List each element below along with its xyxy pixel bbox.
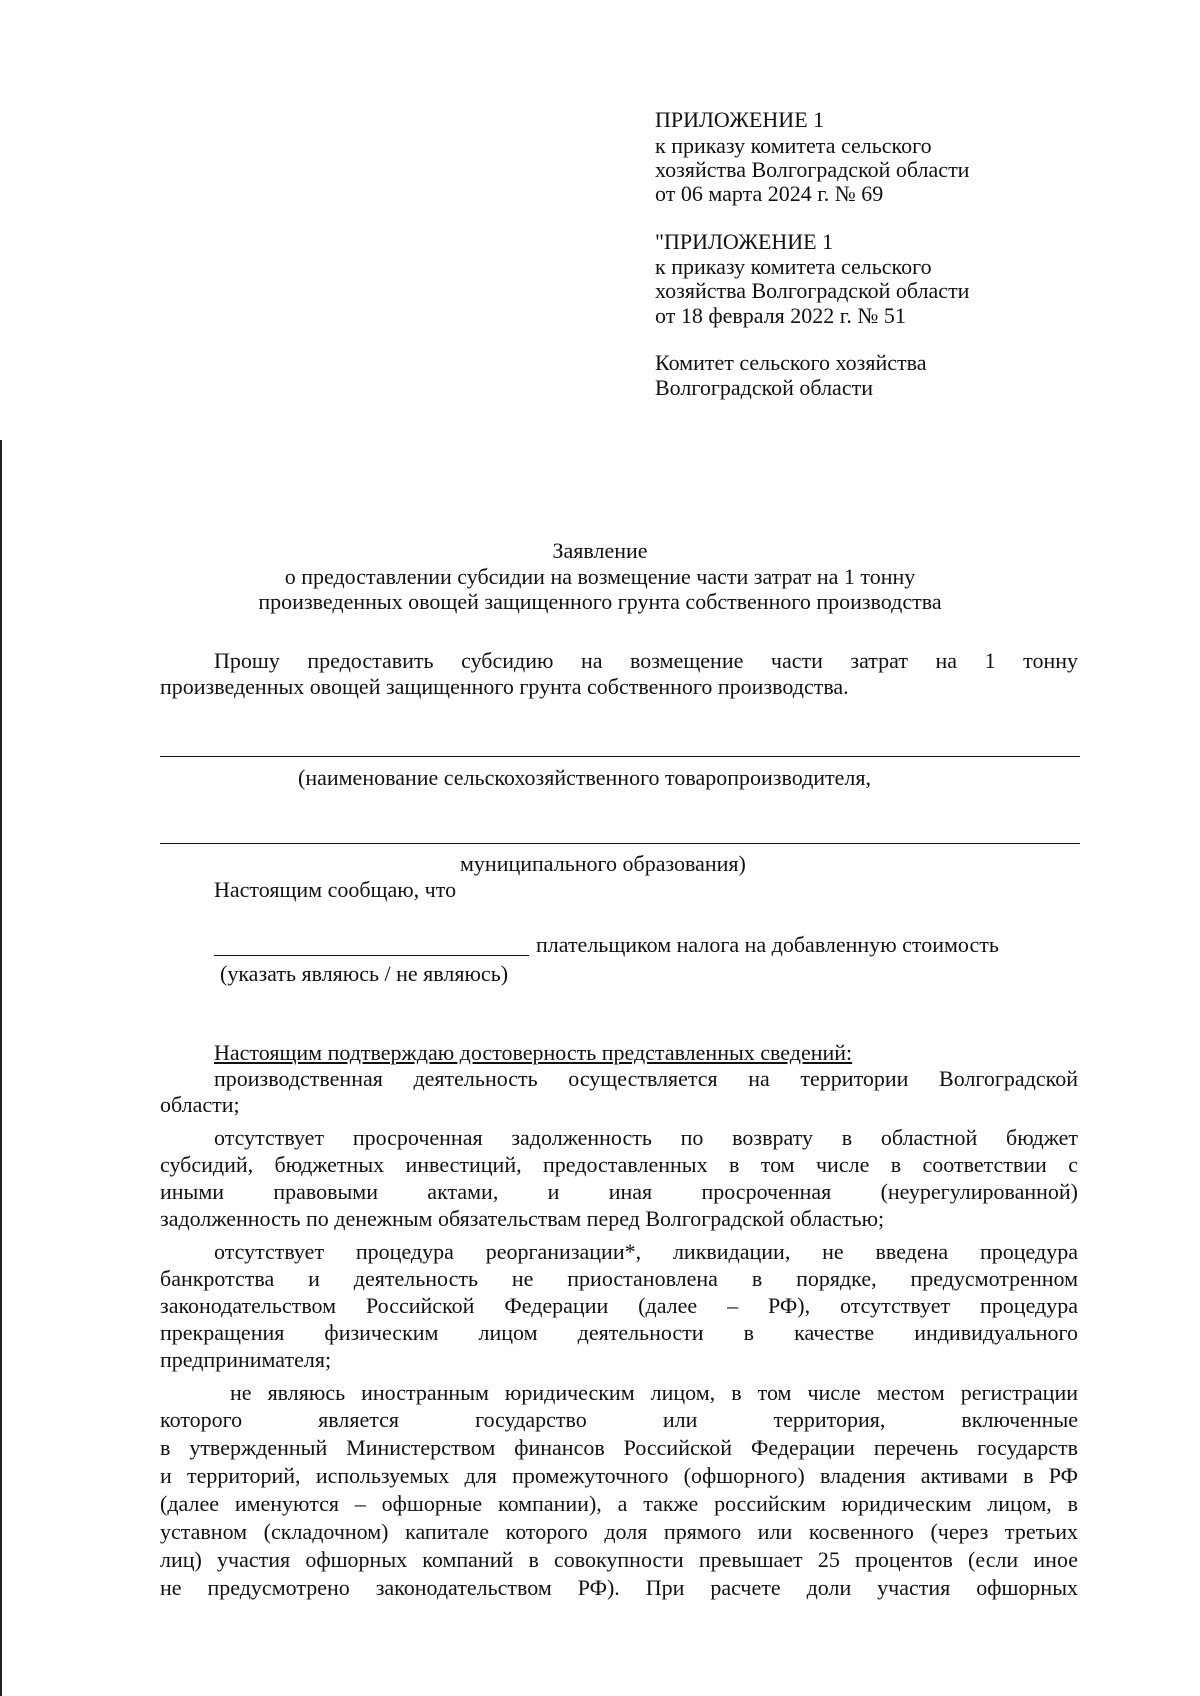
municipality-field-line [160,843,1080,844]
para4-line-3: в утвержденный Министерством финансов Российской Федерации перечень государств [160,1435,1078,1460]
para4-line-6: уставном (складочном) капитале которого доля прямого или косвенного (через третьих [160,1519,1078,1544]
name-caption: (наименование сельскохозяйственного товаропроизводителя, [298,765,872,790]
notice-text: Настоящим сообщаю, что [214,877,457,902]
para2-line-3: иными правовыми актами, и иная просроченная (неурегулированной) [160,1179,1078,1204]
para2-line-4: задолженность по денежным обязательствам перед Волгоградской областью; [160,1206,885,1231]
vat-caption: (указать являюсь / не являюсь) [220,961,509,986]
header-2-line-4: от 18 февраля 2022 г. № 51 [655,303,906,328]
para4-line-1: не являюсь иностранным юридическим лицом, в том числе местом регистрации [230,1380,1078,1405]
para4-line-8: не предусмотрено законодательством РФ). При расчете доли участия офшорных [160,1575,1078,1600]
header-2-line-1: "ПРИЛОЖЕНИЕ 1 [655,229,834,254]
header-2-line-2: к приказу комитета сельского [655,254,932,279]
para3-line-2: банкротства и деятельность не приостановлена в порядке, предусмотренном [160,1266,1078,1291]
title-line-1: Заявление [552,538,648,563]
header-1-line-3: хозяйства Волгоградской области [655,157,970,182]
name-field-line [160,756,1080,757]
para4-line-2: которого является государство или территория, включенные [160,1407,1078,1432]
addressee-line-1: Комитет сельского хозяйства [655,350,927,375]
para1-line-1: производственная деятельность осуществляется на территории Волгоградской [214,1066,1078,1091]
para2-line-2: субсидий, бюджетных инвестиций, предоставленных в том числе в соответствии с [160,1152,1078,1177]
municipality-caption: муниципального образования) [460,851,746,876]
vat-text: плательщиком налога на добавленную стоимость [536,932,999,957]
para3-line-1: отсутствует процедура реорганизации*, ликвидации, не введена процедура [214,1239,1078,1264]
confirm-heading: Настоящим подтверждаю достоверность представленных сведений: [214,1040,853,1065]
para2-line-1: отсутствует просроченная задолженность по возврату в областной бюджет [214,1125,1078,1150]
request-line-2: произведенных овощей защищенного грунта собственного производства. [160,674,849,699]
vat-field-line [214,955,529,956]
header-2-line-3: хозяйства Волгоградской области [655,278,970,303]
para4-line-7: лиц) участия офшорных компаний в совокупности превышает 25 процентов (если иное [160,1547,1078,1572]
para3-line-3: законодательством Российской Федерации (далее – РФ), отсутствует процедура [160,1293,1078,1318]
para3-line-4: прекращения физическим лицом деятельности в качестве индивидуального [160,1320,1078,1345]
title-line-2: о предоставлении субсидии на возмещение части затрат на 1 тонну [284,564,916,589]
para4-line-4: и территорий, используемых для промежуточного (офшорного) владения активами в РФ [160,1463,1078,1488]
para1-line-2: области; [160,1092,240,1117]
para4-line-5: (далее именуются – офшорные компании), а также российским юридическим лицом, в [160,1491,1078,1516]
header-1-line-4: от 06 марта 2024 г. № 69 [655,181,884,206]
header-1-line-1: ПРИЛОЖЕНИЕ 1 [655,107,825,132]
scan-edge [0,440,2,1696]
request-line-1: Прошу предоставить субсидию на возмещение части затрат на 1 тонну [214,648,1078,673]
addressee-line-2: Волгоградской области [655,375,873,400]
para3-line-5: предпринимателя; [160,1347,332,1372]
header-1-line-2: к приказу комитета сельского [655,133,932,158]
title-line-3: произведенных овощей защищенного грунта собственного производства [258,589,942,614]
